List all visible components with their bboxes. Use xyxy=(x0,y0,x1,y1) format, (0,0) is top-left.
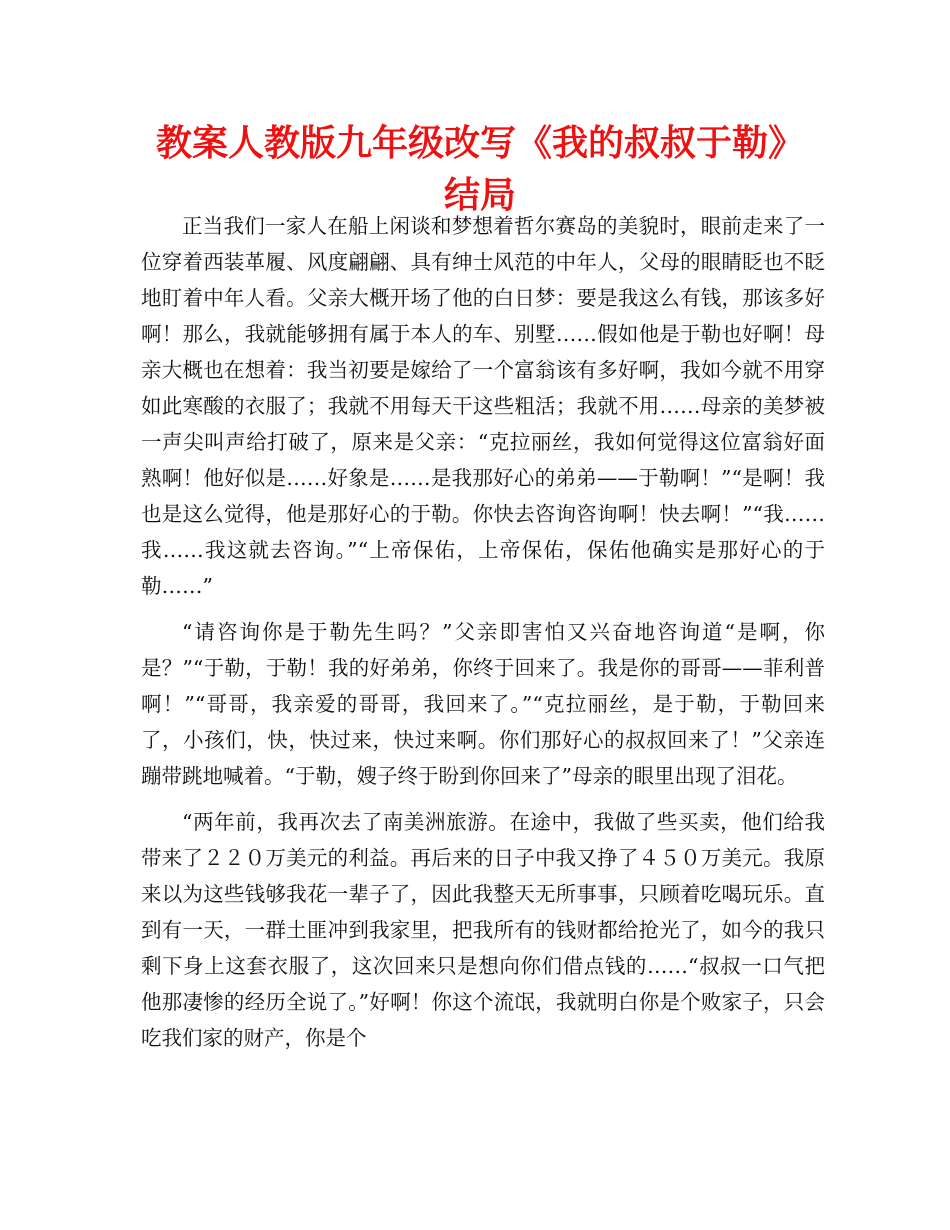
document-title: 教案人教版九年级改写《我的叔叔于勒》结局 xyxy=(155,123,804,216)
paragraph: “两年前，我再次去了南美洲旅游。在途中，我做了些买卖，他们给我带来了２２０万美元的利益。再后来的日子中我又挣了４５０万美元。我原来以为这些钱够我花一辈子了，因此我整天无所事事，只顾着吃喝玩乐。直到有一天，一群土匪冲到我家里，把我所有的钱财都给抢光了，如今的我只剩下身上这套衣服了，这次回来只是想向你们借点钱的……“叔叔一口气把他那凄惨的经历全说了。”好啊！你这个流氓，我就明白你是个败家子，只会吃我们家的财产，你是个 xyxy=(141,810,825,1050)
paragraph: 正当我们一家人在船上闲谈和梦想着哲尔赛岛的美貌时，眼前走来了一位穿着西装革履、风度翩翩、具有绅士风范的中年人，父母的眼睛眨也不眨地盯着中年人看。父亲大概开场了他的白日梦：要是我这么有钱，那该多好啊！那么，我就能够拥有属于本人的车、别墅……假如他是于勒也好啊！母亲大概也在想着：我当初要是嫁给了一个富翁该有多好啊，我如今就不用穿如此寒酸的衣服了；我就不用每天干这些粗活；我就不用……母亲的美梦被一声尖叫声给打破了，原来是父亲：“克拉丽丝，我如何觉得这位富翁好面熟啊！他好似是……好象是……是我那好心的弟弟——于勒啊！”“是啊！我也是这么觉得，他是那好心的于勒。你快去咨询咨询啊！快去啊！”“我……我……我这就去咨询。”“上帝保佑，上帝保佑，保佑他确实是那好心的于勒……” xyxy=(141,214,825,598)
document-body xyxy=(141,208,825,1056)
paragraph: “请咨询你是于勒先生吗？”父亲即害怕又兴奋地咨询道“是啊，你是？”“于勒，于勒！我的好弟弟，你终于回来了。我是你的哥哥——菲利普啊！”“哥哥，我亲爱的哥哥，我回来了。”“克拉丽丝，是于勒，于勒回来了，小孩们，快，快过来，快过来啊。你们那好心的叔叔回来了！”父亲连蹦带跳地喊着。“于勒，嫂子终于盼到你回来了”母亲的眼里出现了泪花。 xyxy=(141,620,825,788)
